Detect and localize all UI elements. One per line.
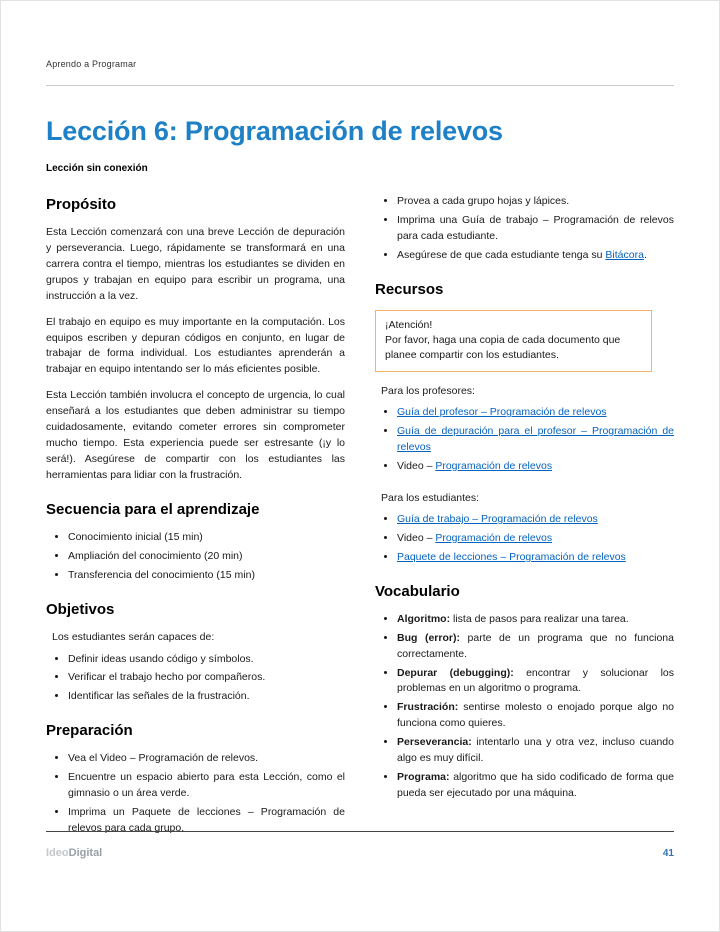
vocab-term: Programa: bbox=[397, 771, 450, 784]
list-item bbox=[397, 612, 674, 628]
students-label: Para los estudiantes: bbox=[381, 492, 480, 505]
vocab-definition: algoritmo que ha sido codificado de forma que pueda ser ejecutado por una máquina. bbox=[397, 771, 674, 800]
left-column bbox=[46, 194, 345, 845]
heading-vocabulario: Vocabulario bbox=[375, 582, 460, 600]
resource-link[interactable]: Guía del profesor – Programación de relevos bbox=[397, 406, 607, 419]
attention-box bbox=[375, 310, 652, 373]
list-item bbox=[397, 770, 674, 802]
heading-recursos: Recursos bbox=[375, 280, 444, 298]
resource-link[interactable]: Programación de relevos bbox=[435, 531, 553, 544]
list-item bbox=[397, 512, 674, 528]
list-item: • Verificar el trabajo hecho por compañeros. bbox=[68, 670, 345, 686]
teacher-resources-list bbox=[375, 405, 674, 475]
vocab-definition: intentarlo una y otra vez, incluso cuando algo es muy difícil. bbox=[397, 736, 674, 765]
vocab-term: Algoritmo: bbox=[397, 612, 451, 625]
bullet-text: Asegúrese de que cada estudiante tenga su bbox=[397, 248, 606, 261]
vocab-term: Frustración: bbox=[397, 701, 459, 714]
resource-link[interactable]: Guía de depuración para el profesor – Programación de relevos bbox=[397, 425, 674, 454]
resource-link[interactable]: Paquete de lecciones – Programación de relevos bbox=[397, 550, 626, 563]
attention-title: ¡Atención! bbox=[385, 318, 433, 331]
page-title: Lección 6: Programación de relevos bbox=[46, 116, 503, 146]
heading-secuencia: Secuencia para el aprendizaje bbox=[46, 501, 260, 519]
list-item: • Vea el Video – Programación de relevos. bbox=[68, 751, 345, 767]
bullet-text: . bbox=[643, 248, 647, 261]
heading-proposito: Propósito bbox=[46, 196, 116, 213]
list-item: • Conocimiento inicial (15 min) bbox=[68, 530, 345, 546]
list-item bbox=[397, 459, 674, 475]
vocab-definition: sentirse molesto o enojado porque algo no funciona como quieres. bbox=[397, 701, 674, 730]
footer-logo-dark: Digital bbox=[68, 847, 103, 859]
list-item: • Ampliación del conocimiento (20 min) bbox=[68, 549, 345, 565]
proposito-paragraph-2: El trabajo en equipo es muy importante en la computación. Los equipos escriben y depuran códigos en conjunto, en lugar de trabajar de forma individual. Los estudiantes aprenderán a trabajar en equipo intentando ser lo más eficientes posible. bbox=[46, 315, 345, 376]
heading-preparacion: Preparación bbox=[46, 722, 133, 740]
list-item bbox=[397, 700, 674, 732]
list-item bbox=[397, 194, 674, 210]
vocab-definition: parte de un programa que no funciona correctamente. bbox=[397, 631, 674, 660]
header-divider bbox=[46, 85, 674, 86]
list-item bbox=[397, 550, 674, 566]
list-item: • Identificar las señales de la frustración. bbox=[68, 689, 345, 705]
preparacion-list bbox=[46, 751, 345, 837]
list-item: • Definir ideas usando código y símbolos. bbox=[68, 652, 345, 668]
list-item bbox=[397, 531, 674, 547]
resource-link[interactable]: Programación de relevos bbox=[435, 460, 553, 473]
vocab-definition: encontrar y solucionar los problemas en un algoritmo o programa. bbox=[397, 666, 674, 695]
list-item bbox=[397, 735, 674, 767]
vocab-term: Depurar (debugging): bbox=[397, 666, 514, 679]
list-item: • Encuentre un espacio abierto para esta Lección, como el gimnasio o un área verde. bbox=[68, 770, 345, 802]
student-resources-list bbox=[375, 512, 674, 566]
bullet-text: Imprima una Guía de trabajo – Programación de relevos para cada estudiante. bbox=[397, 213, 674, 242]
footer-logo-light: Ideo bbox=[46, 847, 69, 859]
vocabulario-list bbox=[375, 612, 674, 802]
page-number: 41 bbox=[662, 848, 674, 859]
page-subtitle: Lección sin conexión bbox=[46, 163, 148, 174]
list-item bbox=[397, 631, 674, 663]
list-item bbox=[397, 405, 674, 421]
list-item bbox=[397, 213, 674, 245]
page-footer bbox=[46, 831, 674, 859]
list-item bbox=[397, 248, 674, 264]
vocab-term: Perseverancia: bbox=[397, 736, 472, 749]
list-item bbox=[397, 666, 674, 698]
preparacion-continued-list bbox=[375, 194, 674, 264]
resource-link[interactable]: Guía de trabajo – Programación de relevos bbox=[397, 512, 598, 525]
secuencia-list bbox=[46, 530, 345, 584]
vocab-definition: lista de pasos para realizar una tarea. bbox=[450, 612, 629, 625]
teachers-label: Para los profesores: bbox=[381, 385, 475, 398]
bitacora-link[interactable]: Bitácora bbox=[605, 248, 644, 261]
list-item: • Imprima un Paquete de lecciones – Programación de relevos para cada grupo. bbox=[68, 805, 345, 837]
objetivos-intro: Los estudiantes serán capaces de: bbox=[52, 630, 215, 643]
list-item bbox=[397, 424, 674, 456]
list-item: • Transferencia del conocimiento (15 min) bbox=[68, 568, 345, 584]
footer-logo bbox=[46, 847, 102, 859]
objetivos-list bbox=[46, 652, 345, 706]
content-columns bbox=[46, 194, 674, 845]
bullet-text: Provea a cada grupo hojas y lápices. bbox=[397, 195, 570, 207]
heading-objetivos: Objetivos bbox=[46, 600, 115, 618]
vocab-term: Bug (error): bbox=[397, 631, 460, 644]
proposito-paragraph-1: Esta Lección comenzará con una breve Lección de depuración y perseverancia. Luego, rápidamente se transformará en una carrera contra el tiempo, mientras los estudiantes se dividen en grupos y trabajan en equipo para escribir un programa, una instrucción a la vez. bbox=[46, 225, 345, 302]
header-brand: Aprendo a Programar bbox=[46, 59, 137, 69]
bullet-text: Video – bbox=[397, 531, 436, 544]
attention-body: Por favor, haga una copia de cada documento que planee compartir con los estudiantes. bbox=[385, 333, 621, 362]
right-column bbox=[375, 194, 674, 845]
proposito-paragraph-3: Esta Lección también involucra el concepto de urgencia, lo cual enseñará a los estudiantes que deben administrar su tiempo cuidadosamente, evitando cometer errores sin comprometer mucho tiempo. Esta experiencia puede ser estresante (¡y lo será!). Asegúrese de compartir con los estudiantes las herramientas para lidiar con la frustración. bbox=[46, 389, 345, 482]
bullet-text: Video – bbox=[397, 460, 436, 473]
